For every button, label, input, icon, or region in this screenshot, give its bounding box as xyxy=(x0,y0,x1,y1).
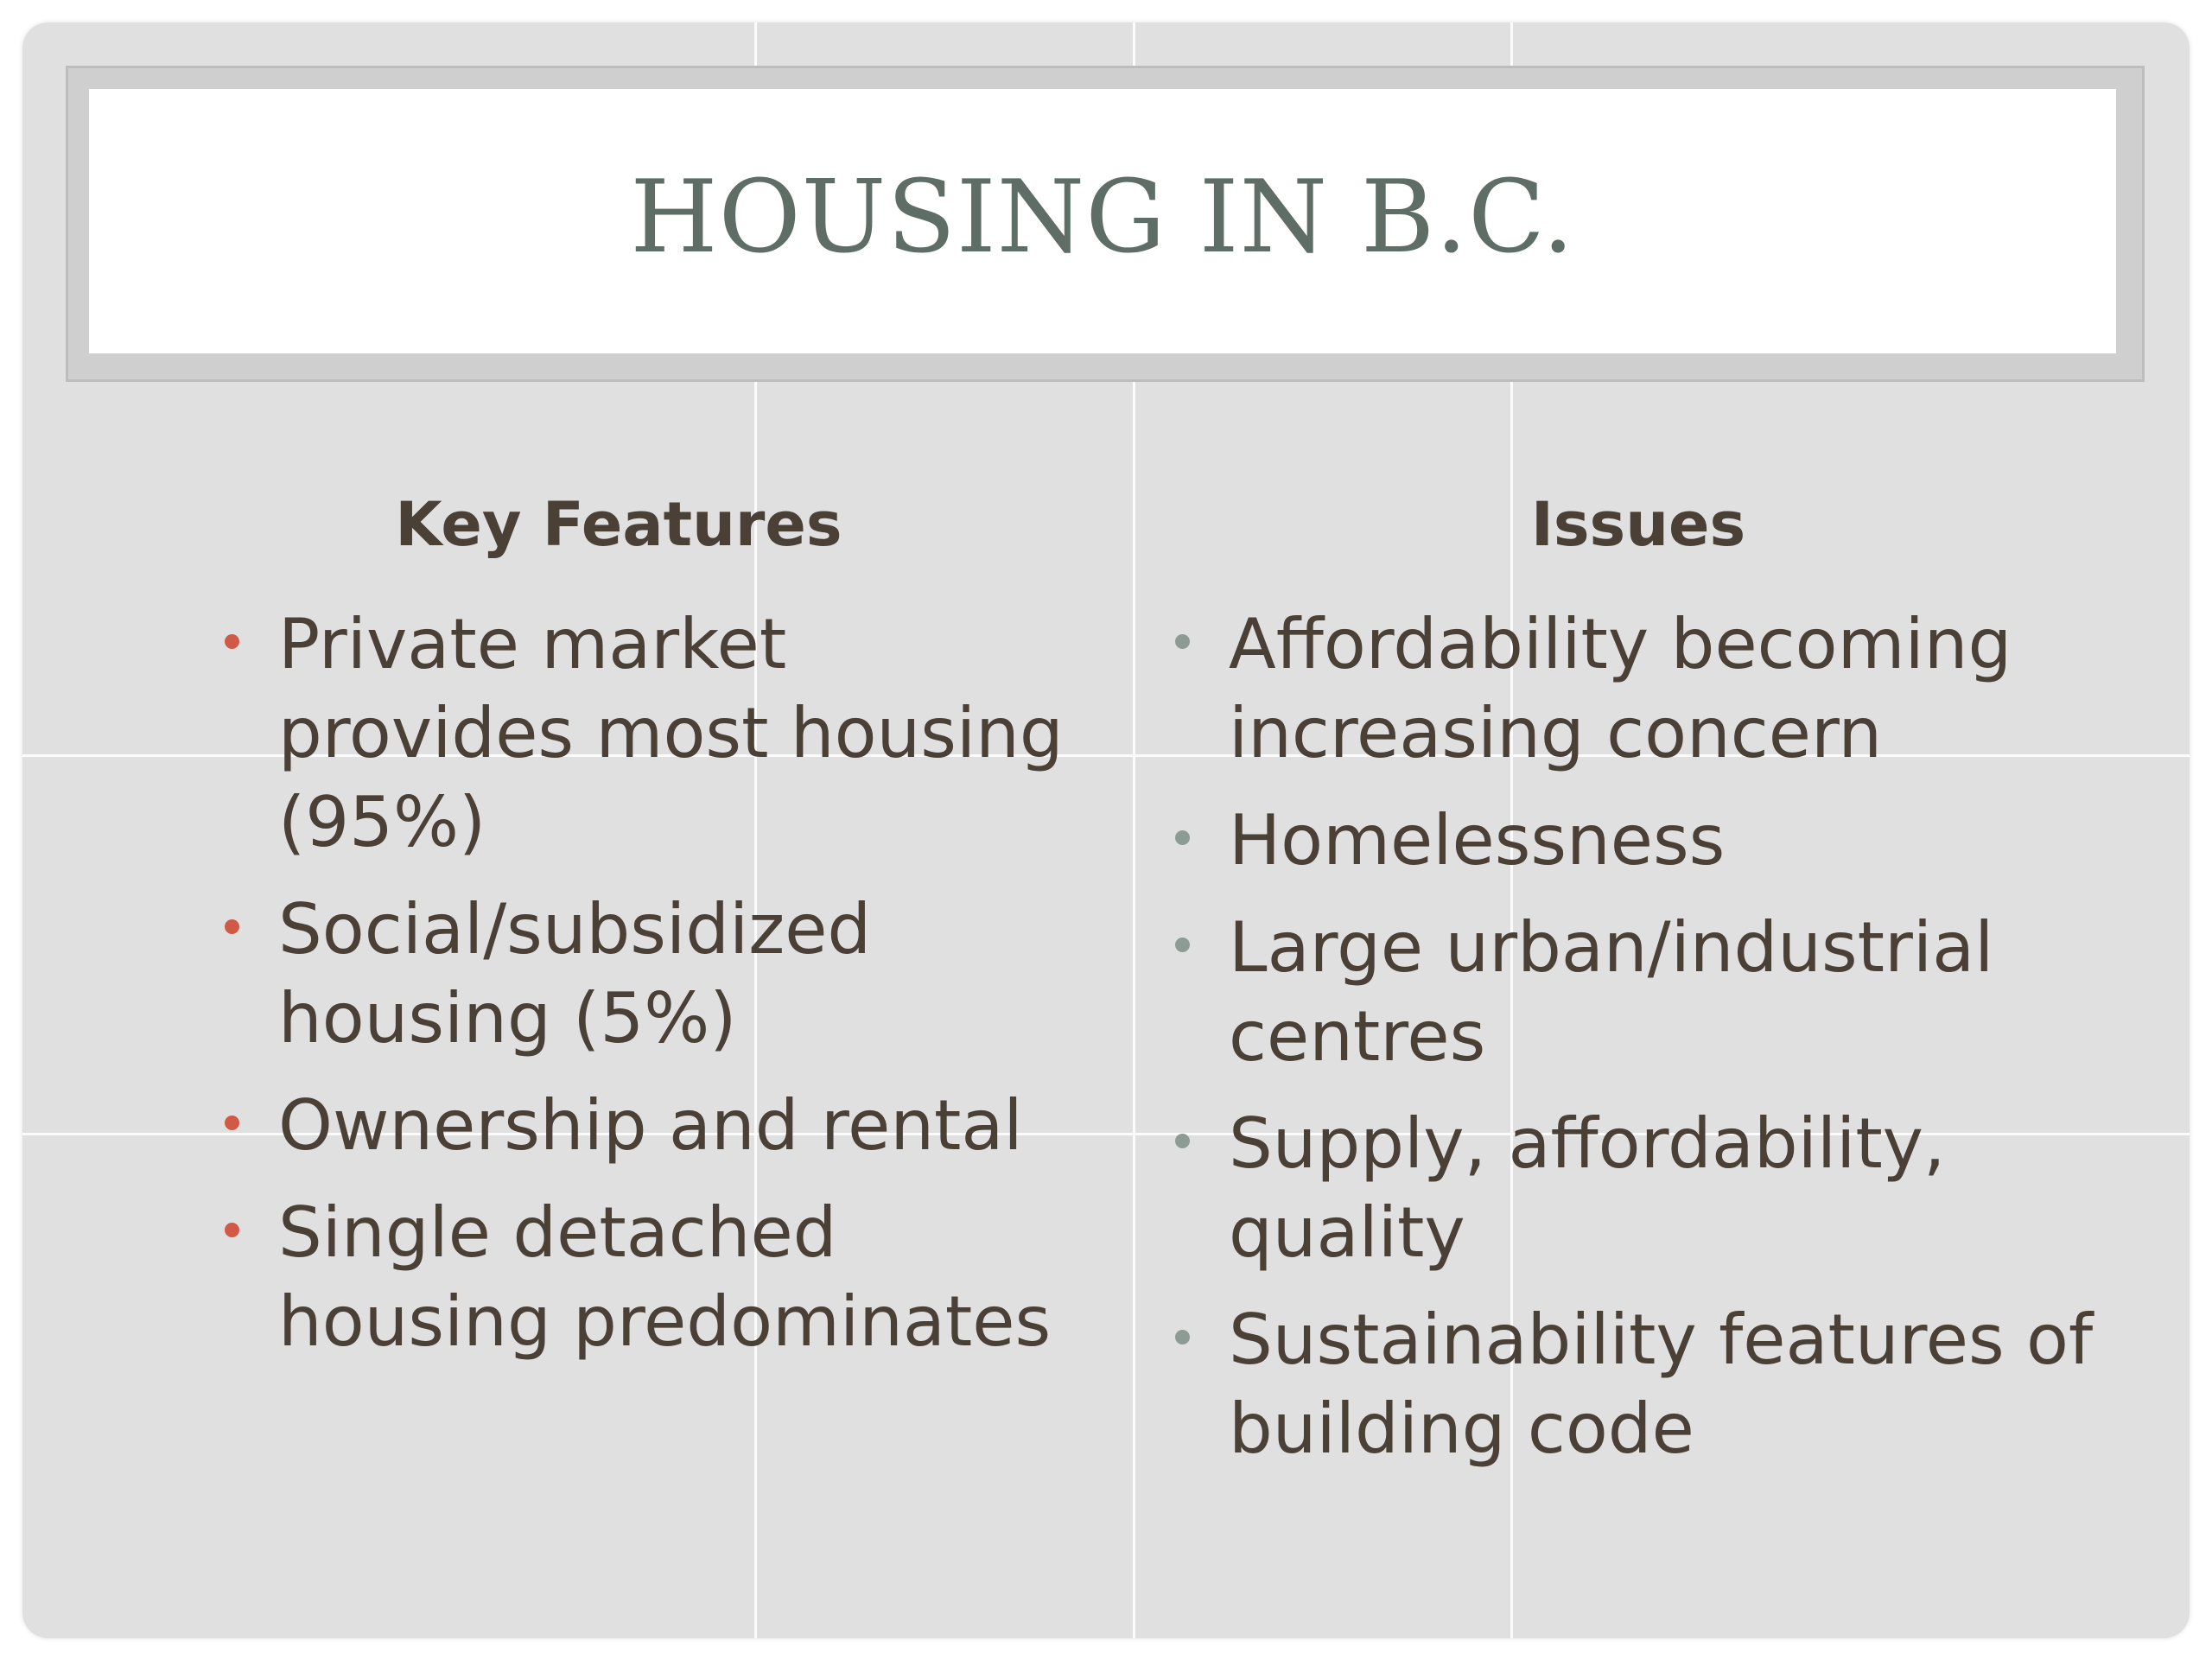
issues-heading: Issues xyxy=(1530,489,1746,560)
list-item xyxy=(1172,1295,2148,1473)
list-item-text: Supply, affordability, quality xyxy=(1229,1103,1946,1273)
list-item xyxy=(1172,903,2148,1081)
bullet-icon xyxy=(1175,1134,1190,1148)
list-item xyxy=(221,1188,1094,1366)
bullet-icon xyxy=(225,919,239,934)
key-features-column xyxy=(221,489,1094,1384)
bullet-icon xyxy=(1175,938,1190,952)
list-item-text: Affordability becoming increasing concern xyxy=(1229,604,2012,773)
list-item-text: Ownership and rental xyxy=(278,1085,1023,1166)
bullet-icon xyxy=(1175,830,1190,845)
list-item xyxy=(1172,796,2148,885)
list-item xyxy=(1172,600,2148,778)
issues-column xyxy=(1172,489,2148,1491)
list-item xyxy=(221,885,1094,1063)
bullet-icon xyxy=(1175,634,1190,649)
list-item-text: Homelessness xyxy=(1229,800,1726,880)
slide-title: HOUSING IN B.C. xyxy=(630,158,1575,276)
list-item xyxy=(1172,1099,2148,1277)
title-frame xyxy=(66,66,2145,382)
key-features-list xyxy=(221,600,1094,1366)
list-item-text: Large urban/industrial centres xyxy=(1229,907,1994,1077)
list-item-text: Single detached housing predominates xyxy=(278,1192,1052,1362)
bullet-icon xyxy=(225,1223,239,1237)
list-item-text: Social/subsidized housing (5%) xyxy=(278,889,872,1058)
list-item xyxy=(221,600,1094,867)
bullet-icon xyxy=(1175,1330,1190,1344)
issues-list xyxy=(1172,600,2148,1473)
title-box xyxy=(89,89,2116,353)
slide xyxy=(22,22,2190,1638)
key-features-heading: Key Features xyxy=(395,489,842,560)
bullet-icon xyxy=(225,1116,239,1130)
bullet-icon xyxy=(225,634,239,649)
list-item xyxy=(221,1081,1094,1170)
list-item-text: Sustainability features of building code xyxy=(1229,1300,2094,1469)
list-item-text: Private market provides most housing (95%) xyxy=(278,604,1064,862)
